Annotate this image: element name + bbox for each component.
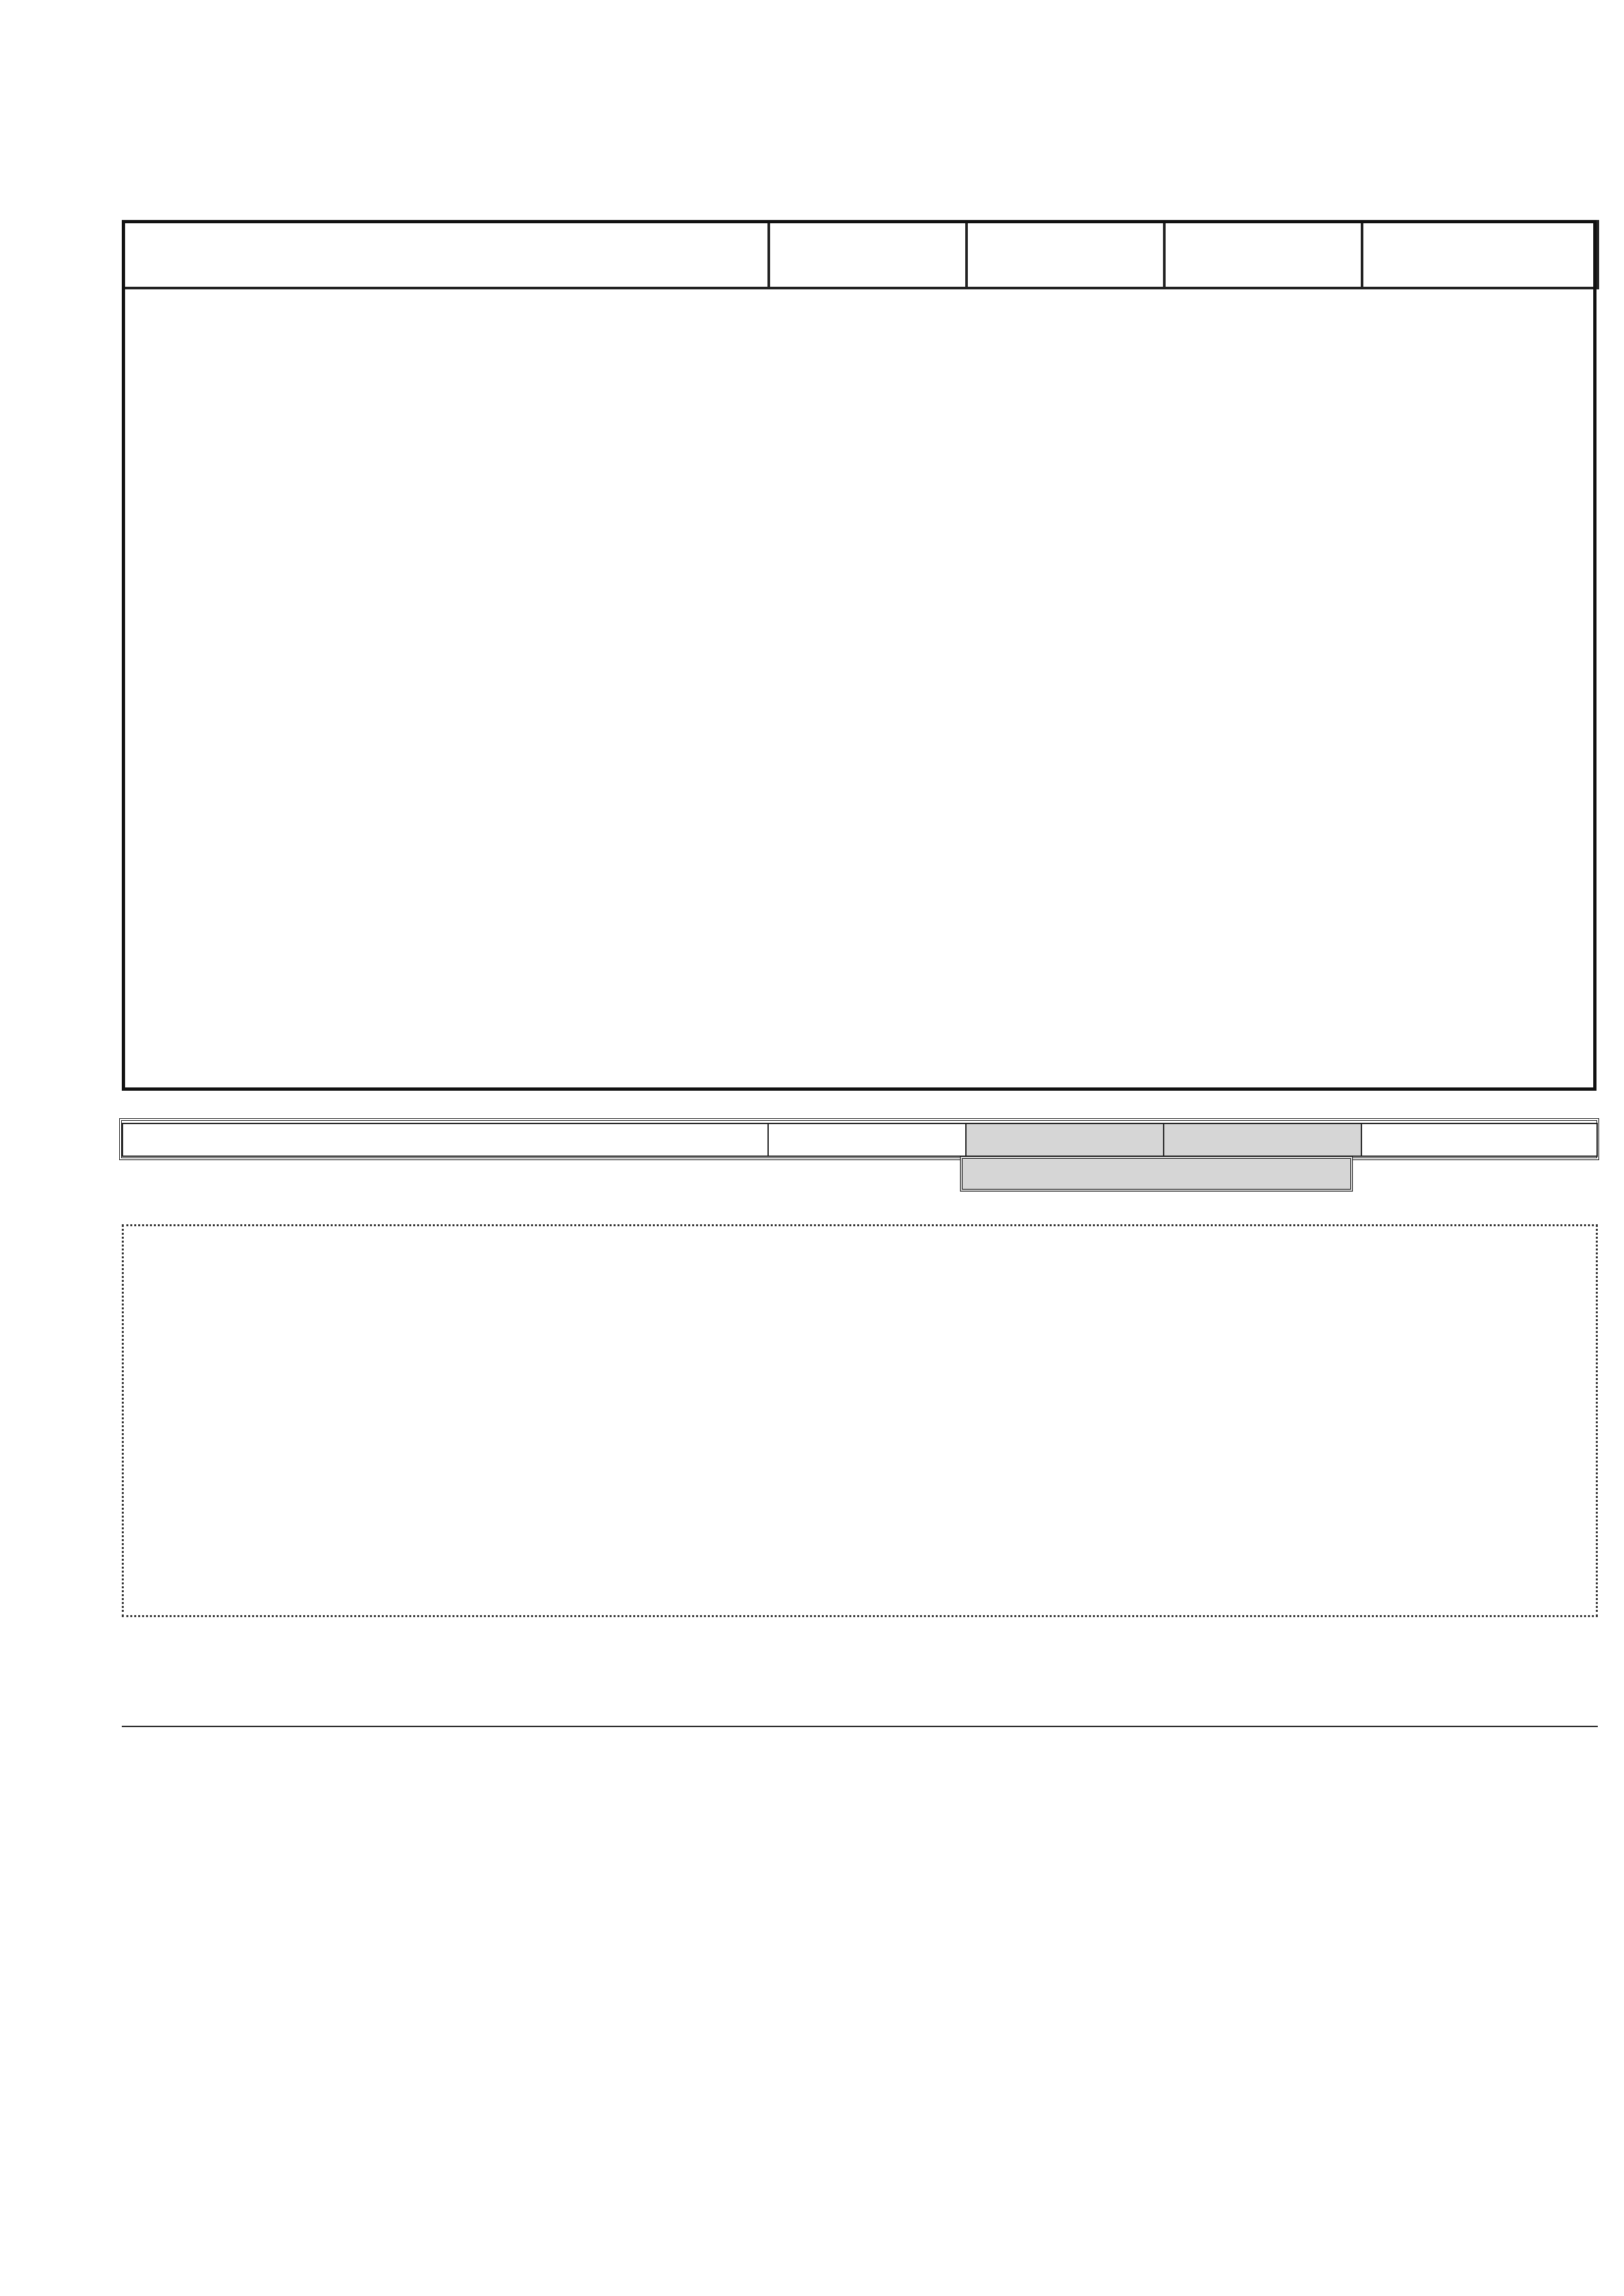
header-amount: [769, 221, 967, 288]
summary-rule: [122, 1726, 1598, 1727]
per-person-label: [812, 1155, 956, 1192]
grand-total-amount: [768, 1123, 966, 1156]
burden-notes-box: [122, 1224, 1598, 1617]
expense-table-frame: [122, 220, 1596, 1091]
grand-total-remarks: [1361, 1123, 1597, 1156]
header-item: [123, 221, 769, 288]
grand-total-political: [966, 1123, 1164, 1156]
grand-total-row: [122, 1123, 1597, 1156]
header-self-pay: [1164, 221, 1362, 288]
header-political-funds: [967, 221, 1164, 288]
expense-table: [122, 220, 1599, 289]
grand-total-table: [122, 1123, 1598, 1157]
header-remarks: [1362, 221, 1598, 288]
grand-total-label: [122, 1123, 768, 1156]
grand-total-self: [1164, 1123, 1361, 1156]
per-person-value: [960, 1156, 1353, 1192]
table-header-row: [123, 221, 1598, 288]
